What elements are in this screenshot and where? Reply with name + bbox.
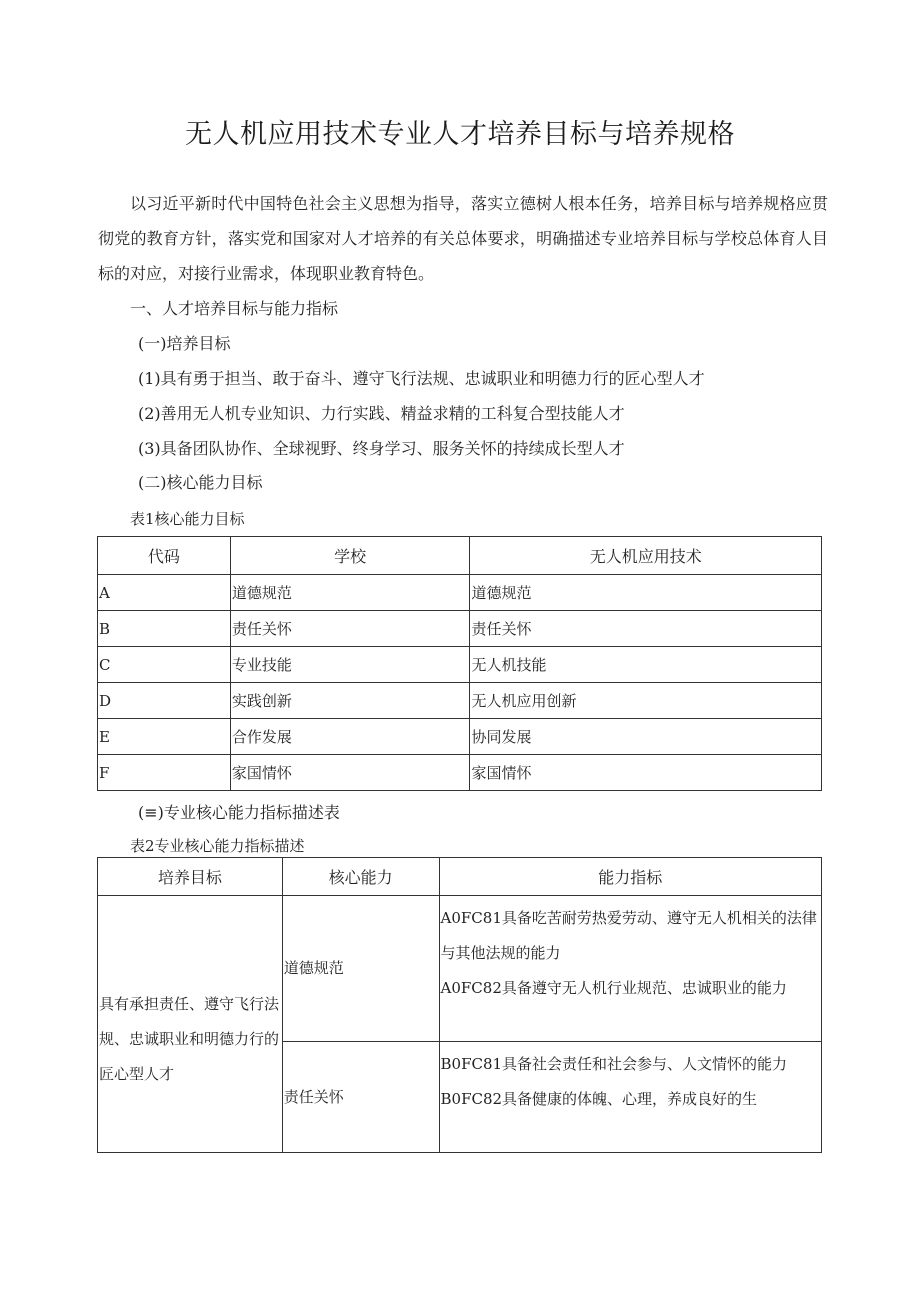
table-row	[98, 575, 822, 611]
indicator-text: B0FC81具备社会责任和社会参与、人文情怀的能力	[440, 1055, 788, 1073]
cell-major: 家国情怀	[470, 755, 822, 791]
table-row	[98, 755, 822, 791]
indicator-text: B0FC82具备健康的体魄、心理，养成良好的生	[440, 1090, 758, 1108]
cell-school: 道德规范	[230, 575, 470, 611]
cell-code: F	[98, 755, 231, 791]
cell-major: 无人机应用创新	[470, 683, 822, 719]
table2-caption: 表2专业核心能力指标描述	[130, 837, 305, 855]
header-indicator: 能力指标	[439, 858, 821, 896]
cell-code: C	[98, 647, 231, 683]
cell-code: D	[98, 683, 231, 719]
subsection-goals: (一)培养目标	[138, 334, 231, 353]
indicator-text: A0FC82具备遵守无人机行业规范、忠诚职业的能力	[440, 979, 787, 997]
goal-item-2: (2)善用无人机专业知识、力行实践、精益求精的工科复合型技能人才	[138, 404, 625, 423]
table1-caption: 表1核心能力目标	[130, 510, 245, 528]
cell-code: B	[98, 611, 231, 647]
cell-indicators	[439, 896, 821, 1042]
goal-item-1: (1)具有勇于担当、敢于奋斗、遵守飞行法规、忠诚职业和明德力行的匠心型人才	[138, 369, 705, 388]
indicator-table	[97, 857, 822, 1153]
cell-school: 实践创新	[230, 683, 470, 719]
subsection-indicator-table: (≡)专业核心能力指标描述表	[138, 803, 340, 822]
core-ability-table	[97, 536, 822, 791]
cell-major: 道德规范	[470, 575, 822, 611]
table-row	[98, 719, 822, 755]
header-ability: 核心能力	[282, 858, 439, 896]
indicator-text: A0FC81具备吃苦耐劳热爱劳动、遵守无人机相关的法律与其他法规的能力	[440, 909, 817, 962]
table-header-row	[98, 537, 822, 575]
cell-school: 合作发展	[230, 719, 470, 755]
section-heading: 一、人才培养目标与能力指标	[130, 299, 339, 318]
page-title: 无人机应用技术专业人才培养目标与培养规格	[185, 119, 735, 150]
header-goal: 培养目标	[98, 858, 283, 896]
cell-ability: 道德规范	[282, 896, 439, 1042]
cell-goal: 具有承担责任、遵守飞行法规、忠诚职业和明德力行的匠心型人才	[98, 896, 283, 1153]
table-header-row	[98, 858, 822, 896]
header-school: 学校	[230, 537, 470, 575]
cell-school: 专业技能	[230, 647, 470, 683]
cell-code: A	[98, 575, 231, 611]
cell-major: 无人机技能	[470, 647, 822, 683]
intro-paragraph: 以习近平新时代中国特色社会主义思想为指导，落实立德树人根本任务，培养目标与培养规格应贯彻党的教育方针，落实党和国家对人才培养的有关总体要求，明确描述专业培养目标与学校总体育人目标的对应，对接行业需求，体现职业教育特色。	[98, 194, 828, 283]
cell-ability: 责任关怀	[282, 1042, 439, 1153]
cell-school: 责任关怀	[230, 611, 470, 647]
cell-indicators	[439, 1042, 821, 1153]
table-row	[98, 896, 822, 1042]
table-row	[98, 611, 822, 647]
subsection-core-ability: (二)核心能力目标	[138, 473, 263, 492]
header-code: 代码	[98, 537, 231, 575]
cell-major: 责任关怀	[470, 611, 822, 647]
goal-item-3: (3)具备团队协作、全球视野、终身学习、服务关怀的持续成长型人才	[138, 439, 625, 458]
cell-code: E	[98, 719, 231, 755]
table-row	[98, 683, 822, 719]
header-major: 无人机应用技术	[470, 537, 822, 575]
cell-school: 家国情怀	[230, 755, 470, 791]
cell-major: 协同发展	[470, 719, 822, 755]
table-row	[98, 647, 822, 683]
